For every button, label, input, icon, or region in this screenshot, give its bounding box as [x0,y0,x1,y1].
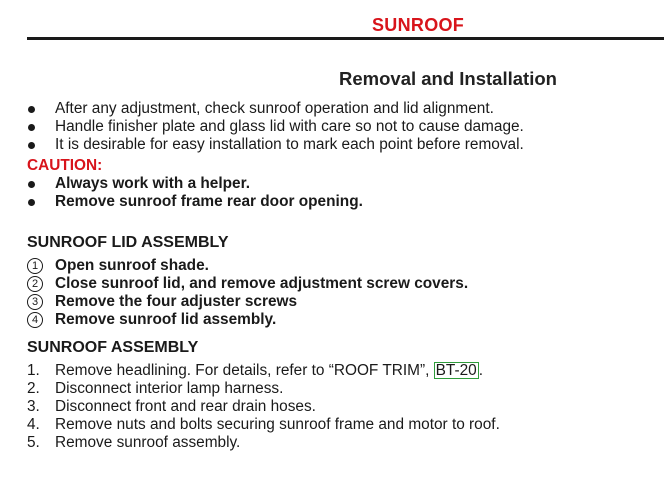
step-text: Remove nuts and bolts securing sunroof frame and motor to roof. [55,416,500,433]
step-text-suffix: . [478,362,483,379]
bullet-icon [28,181,35,188]
bullet-icon [28,142,35,149]
step-number-circle: 1 [27,258,43,274]
step-number-circle: 2 [27,276,43,292]
caution-text: Remove sunroof frame rear door opening. [55,193,363,210]
header-divider [27,37,664,40]
caution-label: CAUTION: [27,157,103,174]
note-text: After any adjustment, check sunroof operation and lid alignment. [55,100,494,117]
step-number: 5. [27,434,40,451]
step-text: Remove sunroof assembly. [55,434,241,451]
step-text: Disconnect interior lamp harness. [55,380,284,397]
bullet-icon [28,124,35,131]
lid-assembly-heading: SUNROOF LID ASSEMBLY [27,234,229,251]
step-number: 3. [27,398,40,415]
bullet-icon [28,199,35,206]
bullet-icon [28,106,35,113]
note-text: Handle finisher plate and glass lid with care so not to cause damage. [55,118,524,135]
page-header-title: SUNROOF [372,15,465,35]
step-number: 4. [27,416,40,433]
step-text [55,362,483,380]
note-text: It is desirable for easy installation to mark each point before removal. [55,136,524,153]
step-text: Open sunroof shade. [55,257,209,274]
step-number: 1. [27,362,40,379]
step-number-circle: 4 [27,312,43,328]
sunroof-assembly-heading: SUNROOF ASSEMBLY [27,339,199,356]
step-text-main: Remove headlining. For details, refer to “ROOF TRIM”, [55,362,434,379]
caution-text: Always work with a helper. [55,175,251,192]
step-number: 2. [27,380,40,397]
step-text: Remove sunroof lid assembly. [55,311,277,328]
step-text: Disconnect front and rear drain hoses. [55,398,316,415]
step-number-circle: 3 [27,294,43,310]
bt-20-link[interactable]: BT-20 [435,362,477,379]
step-text: Close sunroof lid, and remove adjustment screw covers. [55,275,469,292]
step-text: Remove the four adjuster screws [55,293,298,310]
section-title: Removal and Installation [339,68,557,89]
